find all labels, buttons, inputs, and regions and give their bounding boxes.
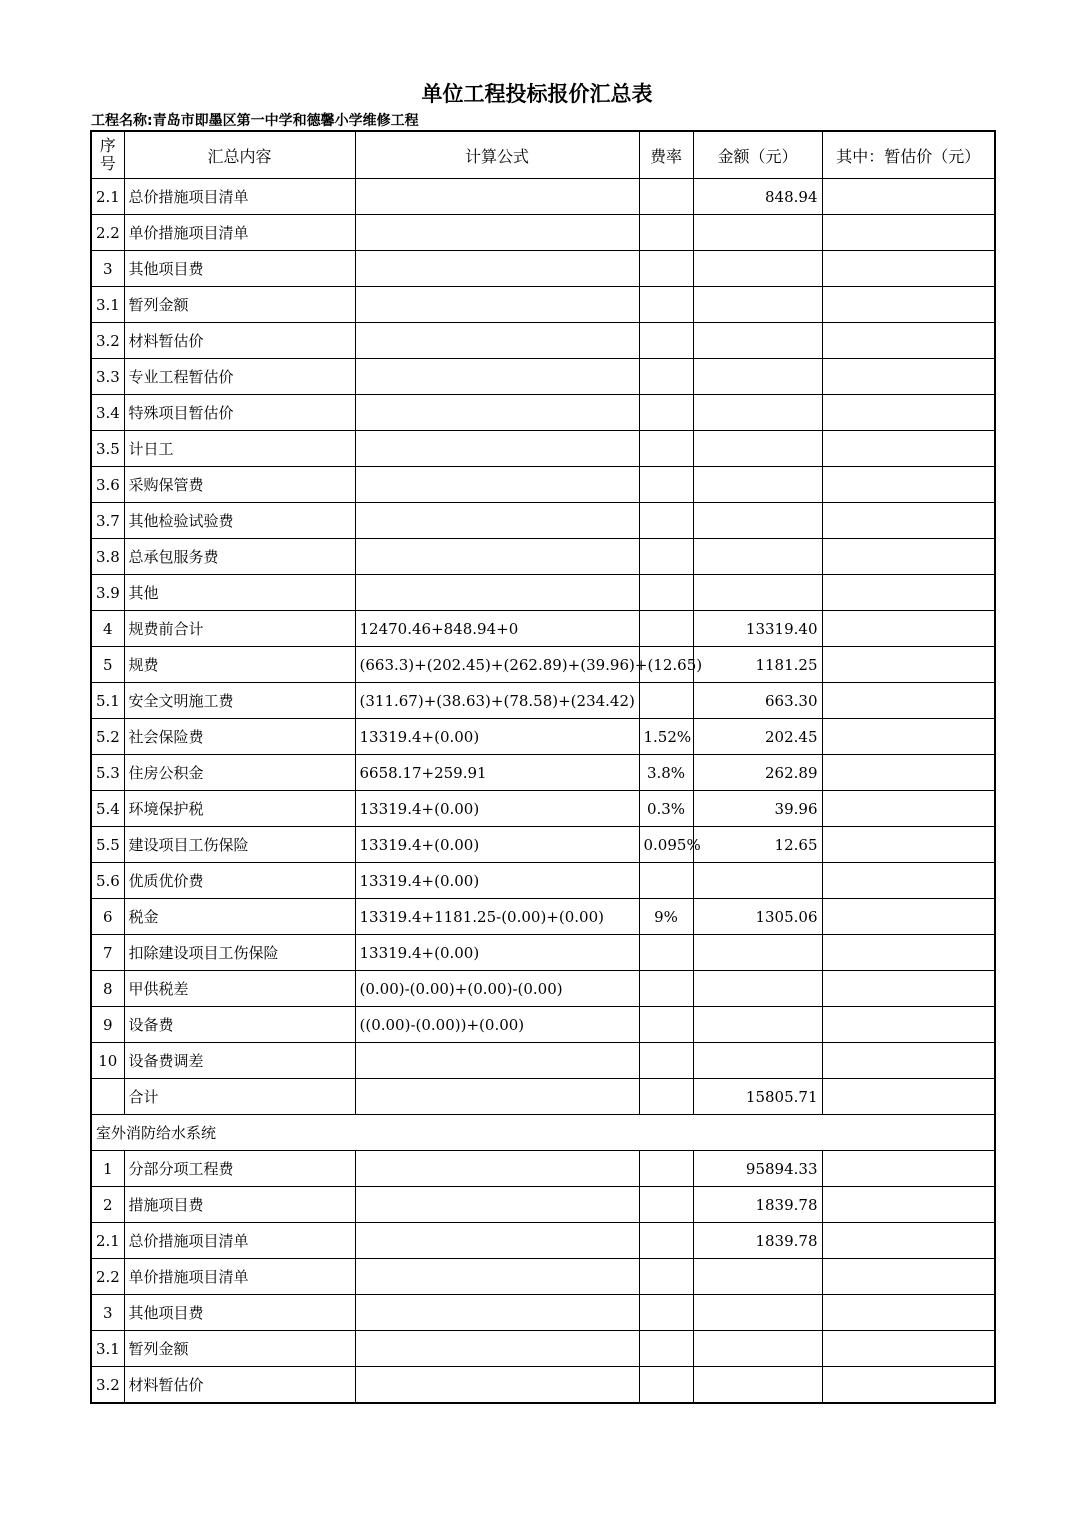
row-rate — [639, 287, 693, 323]
row-amount: 663.30 — [693, 683, 822, 719]
row-provisional — [822, 719, 995, 755]
row-formula: 13319.4+(0.00) — [355, 935, 639, 971]
row-number: 5.1 — [91, 683, 124, 719]
row-formula — [355, 1223, 639, 1259]
header-rate: 费率 — [639, 131, 693, 179]
row-formula — [355, 323, 639, 359]
row-formula — [355, 1367, 639, 1404]
row-number: 3.2 — [91, 323, 124, 359]
table-row — [91, 503, 995, 539]
header-formula: 计算公式 — [355, 131, 639, 179]
row-content: 措施项目费 — [124, 1187, 355, 1223]
row-amount: 15805.71 — [693, 1079, 822, 1115]
row-rate — [639, 1079, 693, 1115]
row-number: 3.7 — [91, 503, 124, 539]
row-content: 材料暂估价 — [124, 1367, 355, 1404]
row-provisional — [822, 827, 995, 863]
row-number: 2.2 — [91, 1259, 124, 1295]
table-row — [91, 1187, 995, 1223]
project-name: 工程名称:青岛市即墨区第一中学和德馨小学维修工程 — [91, 113, 419, 129]
table-header-row — [91, 131, 995, 179]
row-formula: 13319.4+1181.25-(0.00)+(0.00) — [355, 899, 639, 935]
row-formula: 6658.17+259.91 — [355, 755, 639, 791]
row-content: 社会保险费 — [124, 719, 355, 755]
row-number: 5.4 — [91, 791, 124, 827]
row-provisional — [822, 179, 995, 215]
row-content: 甲供税差 — [124, 971, 355, 1007]
table-row — [91, 287, 995, 323]
row-rate — [639, 611, 693, 647]
row-provisional — [822, 1151, 995, 1187]
row-rate — [639, 1043, 693, 1079]
table-row — [91, 611, 995, 647]
row-amount — [693, 1295, 822, 1331]
row-content: 总价措施项目清单 — [124, 179, 355, 215]
row-formula: 13319.4+(0.00) — [355, 827, 639, 863]
row-formula: (311.67)+(38.63)+(78.58)+(234.42) — [355, 683, 639, 719]
table-row — [91, 431, 995, 467]
row-formula — [355, 1259, 639, 1295]
row-provisional — [822, 611, 995, 647]
row-amount — [693, 539, 822, 575]
table-row — [91, 791, 995, 827]
row-provisional — [822, 1259, 995, 1295]
row-rate — [639, 1187, 693, 1223]
row-content: 优质优价费 — [124, 863, 355, 899]
row-rate: 0.095% — [639, 827, 693, 863]
table-row — [91, 179, 995, 215]
row-rate — [639, 863, 693, 899]
row-amount — [693, 1367, 822, 1404]
table-row — [91, 1151, 995, 1187]
table-row — [91, 1259, 995, 1295]
table-row — [91, 935, 995, 971]
row-number: 3.1 — [91, 287, 124, 323]
header-content: 汇总内容 — [124, 131, 355, 179]
row-content: 计日工 — [124, 431, 355, 467]
row-number: 4 — [91, 611, 124, 647]
row-content: 其他 — [124, 575, 355, 611]
header-provisional: 其中：暂估价（元） — [822, 131, 995, 179]
row-number: 3 — [91, 251, 124, 287]
row-content: 暂列金额 — [124, 1331, 355, 1367]
row-formula — [355, 179, 639, 215]
table-row — [91, 863, 995, 899]
row-amount — [693, 359, 822, 395]
row-number: 1 — [91, 1151, 124, 1187]
row-rate — [639, 503, 693, 539]
row-provisional — [822, 503, 995, 539]
row-provisional — [822, 755, 995, 791]
row-provisional — [822, 287, 995, 323]
row-rate: 9% — [639, 899, 693, 935]
row-content: 建设项目工伤保险 — [124, 827, 355, 863]
row-amount: 95894.33 — [693, 1151, 822, 1187]
row-number — [91, 1079, 124, 1115]
row-content: 环境保护税 — [124, 791, 355, 827]
table-row — [91, 359, 995, 395]
summary-table — [90, 130, 996, 1404]
row-content: 规费 — [124, 647, 355, 683]
row-provisional — [822, 575, 995, 611]
row-amount: 12.65 — [693, 827, 822, 863]
row-provisional — [822, 647, 995, 683]
row-provisional — [822, 971, 995, 1007]
row-number: 3.2 — [91, 1367, 124, 1404]
row-amount — [693, 323, 822, 359]
row-amount — [693, 215, 822, 251]
row-amount: 1305.06 — [693, 899, 822, 935]
row-provisional — [822, 791, 995, 827]
row-content: 采购保管费 — [124, 467, 355, 503]
row-content: 特殊项目暂估价 — [124, 395, 355, 431]
row-formula — [355, 431, 639, 467]
row-content: 总价措施项目清单 — [124, 1223, 355, 1259]
row-number: 5.2 — [91, 719, 124, 755]
row-number: 3.1 — [91, 1331, 124, 1367]
row-rate — [639, 323, 693, 359]
row-amount — [693, 431, 822, 467]
row-number: 2.2 — [91, 215, 124, 251]
row-content: 其他项目费 — [124, 1295, 355, 1331]
row-content: 扣除建设项目工伤保险 — [124, 935, 355, 971]
row-formula — [355, 575, 639, 611]
row-formula — [355, 395, 639, 431]
section-title: 室外消防给水系统 — [91, 1115, 995, 1151]
row-provisional — [822, 1007, 995, 1043]
row-amount — [693, 575, 822, 611]
row-amount — [693, 1259, 822, 1295]
row-amount: 848.94 — [693, 179, 822, 215]
row-formula — [355, 1079, 639, 1115]
row-amount — [693, 1007, 822, 1043]
row-number: 3.3 — [91, 359, 124, 395]
row-provisional — [822, 1079, 995, 1115]
row-formula — [355, 1043, 639, 1079]
row-formula: ((0.00)-(0.00))+(0.00) — [355, 1007, 639, 1043]
row-formula: 13319.4+(0.00) — [355, 719, 639, 755]
table-row — [91, 467, 995, 503]
row-amount — [693, 503, 822, 539]
row-rate: 1.52% — [639, 719, 693, 755]
row-amount: 202.45 — [693, 719, 822, 755]
row-formula — [355, 1151, 639, 1187]
row-number: 3.5 — [91, 431, 124, 467]
row-amount — [693, 863, 822, 899]
row-provisional — [822, 1367, 995, 1404]
row-rate — [639, 935, 693, 971]
row-formula — [355, 1187, 639, 1223]
row-rate — [639, 215, 693, 251]
row-rate — [639, 179, 693, 215]
row-content: 住房公积金 — [124, 755, 355, 791]
row-content: 税金 — [124, 899, 355, 935]
row-number: 7 — [91, 935, 124, 971]
row-provisional — [822, 1295, 995, 1331]
row-provisional — [822, 1331, 995, 1367]
row-amount — [693, 395, 822, 431]
row-rate — [639, 683, 693, 719]
row-content: 专业工程暂估价 — [124, 359, 355, 395]
row-rate — [639, 1295, 693, 1331]
row-rate — [639, 1151, 693, 1187]
row-provisional — [822, 899, 995, 935]
table-row — [91, 323, 995, 359]
row-rate — [639, 251, 693, 287]
table-row — [91, 395, 995, 431]
row-rate: 3.8% — [639, 755, 693, 791]
row-formula — [355, 467, 639, 503]
row-rate — [639, 1223, 693, 1259]
table-row — [91, 647, 995, 683]
row-amount — [693, 1331, 822, 1367]
row-amount — [693, 251, 822, 287]
row-number: 6 — [91, 899, 124, 935]
row-amount — [693, 1043, 822, 1079]
row-number: 3.9 — [91, 575, 124, 611]
row-number: 2 — [91, 1187, 124, 1223]
row-number: 9 — [91, 1007, 124, 1043]
row-rate — [639, 1367, 693, 1404]
row-number: 2.1 — [91, 179, 124, 215]
row-provisional — [822, 323, 995, 359]
row-amount: 39.96 — [693, 791, 822, 827]
row-amount: 1839.78 — [693, 1223, 822, 1259]
row-content: 设备费调差 — [124, 1043, 355, 1079]
row-rate — [639, 539, 693, 575]
row-formula: (663.3)+(202.45)+(262.89)+(39.96)+(12.65) — [355, 647, 639, 683]
row-provisional — [822, 215, 995, 251]
row-formula — [355, 539, 639, 575]
row-formula — [355, 1331, 639, 1367]
row-rate — [639, 1007, 693, 1043]
row-rate — [639, 395, 693, 431]
row-provisional — [822, 539, 995, 575]
row-formula — [355, 1295, 639, 1331]
row-amount — [693, 971, 822, 1007]
table-row — [91, 755, 995, 791]
row-number: 3.8 — [91, 539, 124, 575]
row-number: 3 — [91, 1295, 124, 1331]
table-row — [91, 1007, 995, 1043]
row-content: 单价措施项目清单 — [124, 215, 355, 251]
row-formula — [355, 251, 639, 287]
row-rate — [639, 1259, 693, 1295]
table-row — [91, 575, 995, 611]
row-rate: 0.3% — [639, 791, 693, 827]
row-content: 设备费 — [124, 1007, 355, 1043]
row-amount: 13319.40 — [693, 611, 822, 647]
table-row — [91, 719, 995, 755]
row-rate — [639, 1331, 693, 1367]
row-content: 合计 — [124, 1079, 355, 1115]
row-formula: (0.00)-(0.00)+(0.00)-(0.00) — [355, 971, 639, 1007]
row-formula: 12470.46+848.94+0 — [355, 611, 639, 647]
row-provisional — [822, 935, 995, 971]
row-provisional — [822, 431, 995, 467]
row-number: 8 — [91, 971, 124, 1007]
row-provisional — [822, 359, 995, 395]
row-rate — [639, 431, 693, 467]
table-row — [91, 683, 995, 719]
section-header-row — [91, 1115, 995, 1151]
table-row — [91, 899, 995, 935]
table-row — [91, 251, 995, 287]
table-row — [91, 1295, 995, 1331]
table-row — [91, 1331, 995, 1367]
row-rate — [639, 467, 693, 503]
row-formula — [355, 215, 639, 251]
row-content: 单价措施项目清单 — [124, 1259, 355, 1295]
row-rate — [639, 359, 693, 395]
row-provisional — [822, 1043, 995, 1079]
row-amount: 1181.25 — [693, 647, 822, 683]
row-number: 10 — [91, 1043, 124, 1079]
row-amount — [693, 287, 822, 323]
table-row — [91, 827, 995, 863]
row-number: 5.6 — [91, 863, 124, 899]
row-formula: 13319.4+(0.00) — [355, 863, 639, 899]
row-amount — [693, 467, 822, 503]
row-formula — [355, 359, 639, 395]
table-body — [91, 179, 995, 1404]
row-number: 2.1 — [91, 1223, 124, 1259]
row-number: 3.4 — [91, 395, 124, 431]
page-title: 单位工程投标报价汇总表 — [421, 82, 653, 106]
row-amount: 262.89 — [693, 755, 822, 791]
row-amount: 1839.78 — [693, 1187, 822, 1223]
table-row — [91, 1223, 995, 1259]
row-provisional — [822, 1223, 995, 1259]
row-number: 5.3 — [91, 755, 124, 791]
row-content: 规费前合计 — [124, 611, 355, 647]
table-row — [91, 971, 995, 1007]
row-provisional — [822, 1187, 995, 1223]
table-row — [91, 1079, 995, 1115]
row-content: 总承包服务费 — [124, 539, 355, 575]
header-amount: 金额（元） — [693, 131, 822, 179]
row-provisional — [822, 467, 995, 503]
row-number: 3.6 — [91, 467, 124, 503]
row-number: 5.5 — [91, 827, 124, 863]
table-row — [91, 215, 995, 251]
row-formula — [355, 287, 639, 323]
table-row — [91, 1043, 995, 1079]
row-content: 材料暂估价 — [124, 323, 355, 359]
row-rate — [639, 971, 693, 1007]
row-content: 分部分项工程费 — [124, 1151, 355, 1187]
row-content: 暂列金额 — [124, 287, 355, 323]
table-row — [91, 1367, 995, 1404]
row-content: 其他检验试验费 — [124, 503, 355, 539]
row-number: 5 — [91, 647, 124, 683]
table-row — [91, 539, 995, 575]
row-provisional — [822, 395, 995, 431]
row-formula — [355, 503, 639, 539]
row-formula: 13319.4+(0.00) — [355, 791, 639, 827]
header-no: 序 号 — [91, 131, 124, 179]
row-content: 其他项目费 — [124, 251, 355, 287]
row-provisional — [822, 683, 995, 719]
row-content: 安全文明施工费 — [124, 683, 355, 719]
row-amount — [693, 935, 822, 971]
row-provisional — [822, 251, 995, 287]
row-rate — [639, 575, 693, 611]
row-provisional — [822, 863, 995, 899]
